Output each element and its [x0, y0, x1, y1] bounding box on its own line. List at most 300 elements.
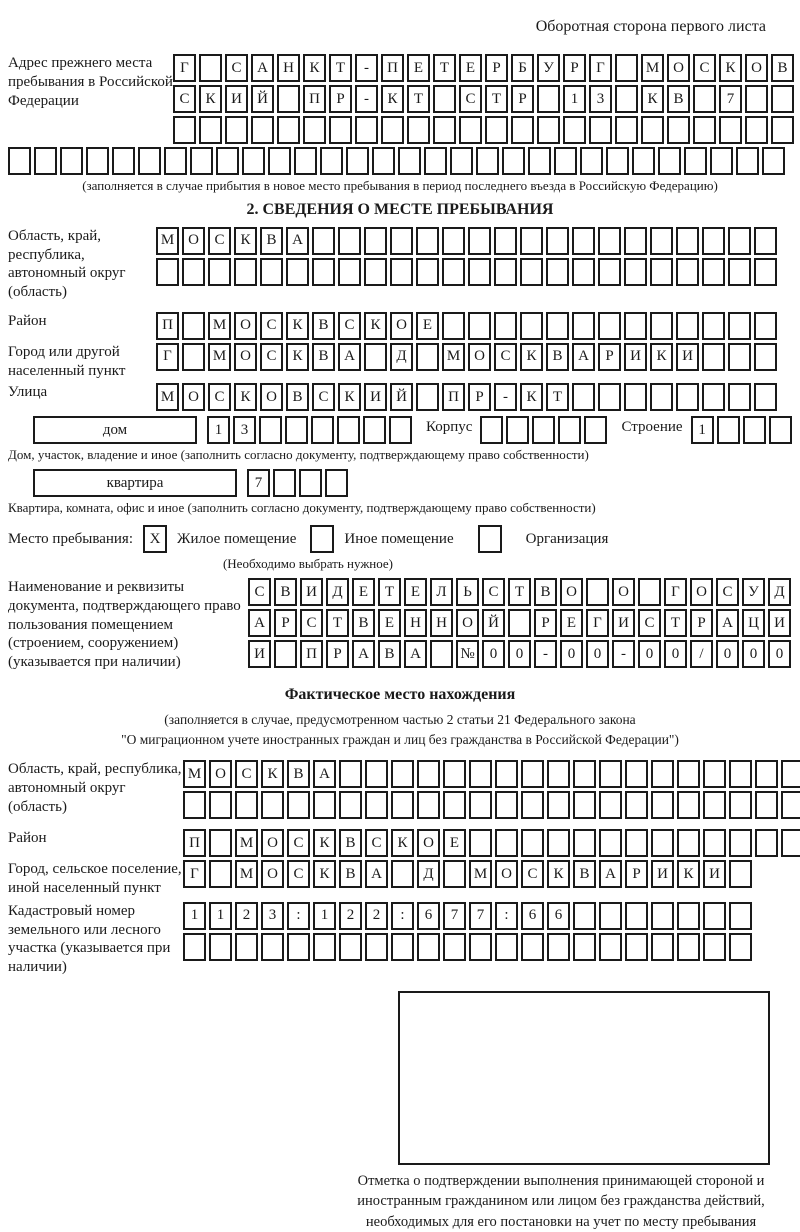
char-cell[interactable] — [624, 312, 647, 340]
char-cell[interactable] — [703, 902, 726, 930]
char-cell[interactable]: Р — [690, 609, 713, 637]
char-cell[interactable]: Р — [326, 640, 349, 668]
char-cell[interactable] — [469, 760, 492, 788]
char-cell[interactable] — [286, 258, 309, 286]
char-cell[interactable] — [537, 85, 560, 113]
char-cell[interactable] — [520, 227, 543, 255]
char-cell[interactable] — [729, 902, 752, 930]
char-cell[interactable] — [199, 116, 222, 144]
char-cell[interactable]: А — [404, 640, 427, 668]
char-cell[interactable]: А — [251, 54, 274, 82]
char-cell[interactable] — [702, 227, 725, 255]
char-cell[interactable]: П — [156, 312, 179, 340]
char-cell[interactable] — [573, 760, 596, 788]
char-cell[interactable] — [755, 829, 778, 857]
char-cell[interactable] — [511, 116, 534, 144]
char-cell[interactable] — [615, 85, 638, 113]
char-cell[interactable]: 6 — [417, 902, 440, 930]
char-cell[interactable] — [459, 116, 482, 144]
char-cell[interactable]: Т — [378, 578, 401, 606]
char-cell[interactable] — [338, 258, 361, 286]
char-cell[interactable] — [242, 147, 265, 175]
char-cell[interactable] — [641, 116, 664, 144]
char-cell[interactable]: П — [183, 829, 206, 857]
char-cell[interactable] — [651, 791, 674, 819]
char-cell[interactable] — [598, 227, 621, 255]
char-cell[interactable] — [703, 760, 726, 788]
char-cell[interactable] — [443, 860, 466, 888]
char-cell[interactable]: 0 — [586, 640, 609, 668]
char-cell[interactable]: Е — [443, 829, 466, 857]
char-cell[interactable]: 3 — [233, 416, 256, 444]
char-cell[interactable]: В — [771, 54, 794, 82]
char-cell[interactable]: С — [300, 609, 323, 637]
char-cell[interactable]: О — [390, 312, 413, 340]
char-cell[interactable]: О — [260, 383, 283, 411]
char-cell[interactable] — [433, 85, 456, 113]
char-cell[interactable]: 0 — [508, 640, 531, 668]
char-cell[interactable] — [299, 469, 322, 497]
char-cell[interactable] — [325, 469, 348, 497]
char-cell[interactable] — [285, 416, 308, 444]
char-cell[interactable] — [625, 902, 648, 930]
char-cell[interactable] — [469, 791, 492, 819]
char-cell[interactable] — [365, 933, 388, 961]
char-cell[interactable] — [355, 116, 378, 144]
char-cell[interactable] — [209, 791, 232, 819]
char-cell[interactable]: Д — [417, 860, 440, 888]
char-cell[interactable]: В — [352, 609, 375, 637]
char-cell[interactable]: П — [300, 640, 323, 668]
char-cell[interactable] — [754, 258, 777, 286]
char-cell[interactable] — [391, 933, 414, 961]
char-cell[interactable] — [729, 791, 752, 819]
char-cell[interactable] — [261, 933, 284, 961]
char-cell[interactable]: В — [339, 829, 362, 857]
char-cell[interactable] — [771, 85, 794, 113]
char-cell[interactable] — [442, 312, 465, 340]
char-cell[interactable] — [494, 258, 517, 286]
char-cell[interactable] — [430, 640, 453, 668]
char-cell[interactable] — [719, 116, 742, 144]
char-cell[interactable]: Е — [404, 578, 427, 606]
char-cell[interactable] — [755, 791, 778, 819]
char-cell[interactable] — [260, 258, 283, 286]
char-cell[interactable]: И — [225, 85, 248, 113]
char-cell[interactable]: К — [364, 312, 387, 340]
char-cell[interactable]: Р — [625, 860, 648, 888]
char-cell[interactable]: С — [260, 343, 283, 371]
char-cell[interactable] — [547, 760, 570, 788]
char-cell[interactable] — [339, 760, 362, 788]
char-cell[interactable] — [624, 227, 647, 255]
char-cell[interactable]: М — [641, 54, 664, 82]
char-cell[interactable] — [650, 383, 673, 411]
char-cell[interactable]: Р — [468, 383, 491, 411]
char-cell[interactable] — [677, 933, 700, 961]
char-cell[interactable]: И — [300, 578, 323, 606]
char-cell[interactable] — [235, 791, 258, 819]
char-cell[interactable] — [728, 227, 751, 255]
char-cell[interactable] — [762, 147, 785, 175]
char-cell[interactable]: С — [459, 85, 482, 113]
char-cell[interactable]: В — [534, 578, 557, 606]
char-cell[interactable] — [468, 227, 491, 255]
char-cell[interactable] — [546, 227, 569, 255]
char-cell[interactable]: М — [235, 860, 258, 888]
char-cell[interactable]: М — [469, 860, 492, 888]
char-cell[interactable] — [417, 760, 440, 788]
char-cell[interactable] — [209, 829, 232, 857]
char-cell[interactable] — [651, 902, 674, 930]
char-cell[interactable]: И — [624, 343, 647, 371]
char-cell[interactable]: - — [494, 383, 517, 411]
char-cell[interactable] — [235, 933, 258, 961]
char-cell[interactable]: В — [667, 85, 690, 113]
char-cell[interactable] — [506, 416, 529, 444]
char-cell[interactable] — [365, 791, 388, 819]
char-cell[interactable] — [625, 760, 648, 788]
char-cell[interactable] — [677, 791, 700, 819]
char-cell[interactable]: К — [520, 343, 543, 371]
char-cell[interactable] — [702, 343, 725, 371]
char-cell[interactable]: Й — [482, 609, 505, 637]
char-cell[interactable]: В — [546, 343, 569, 371]
char-cell[interactable] — [363, 416, 386, 444]
char-cell[interactable] — [573, 933, 596, 961]
char-cell[interactable]: О — [209, 760, 232, 788]
char-cell[interactable] — [521, 791, 544, 819]
char-cell[interactable]: С — [693, 54, 716, 82]
char-cell[interactable] — [329, 116, 352, 144]
char-cell[interactable]: 0 — [560, 640, 583, 668]
char-cell[interactable]: С — [521, 860, 544, 888]
char-cell[interactable]: И — [703, 860, 726, 888]
char-cell[interactable] — [521, 933, 544, 961]
char-cell[interactable] — [173, 116, 196, 144]
char-cell[interactable]: О — [182, 227, 205, 255]
char-cell[interactable] — [495, 760, 518, 788]
char-cell[interactable] — [676, 312, 699, 340]
char-cell[interactable]: Ь — [456, 578, 479, 606]
char-cell[interactable] — [743, 416, 766, 444]
char-cell[interactable] — [745, 116, 768, 144]
char-cell[interactable] — [208, 258, 231, 286]
char-cell[interactable]: Г — [173, 54, 196, 82]
char-cell[interactable]: С — [716, 578, 739, 606]
char-cell[interactable] — [450, 147, 473, 175]
char-cell[interactable]: К — [313, 860, 336, 888]
char-cell[interactable] — [485, 116, 508, 144]
char-cell[interactable]: А — [599, 860, 622, 888]
char-cell[interactable] — [580, 147, 603, 175]
char-cell[interactable]: П — [303, 85, 326, 113]
char-cell[interactable]: 7 — [247, 469, 270, 497]
char-cell[interactable]: В — [287, 760, 310, 788]
char-cell[interactable]: Г — [156, 343, 179, 371]
char-cell[interactable]: С — [638, 609, 661, 637]
char-cell[interactable] — [469, 829, 492, 857]
char-cell[interactable]: Е — [459, 54, 482, 82]
char-cell[interactable]: Н — [277, 54, 300, 82]
char-cell[interactable] — [277, 85, 300, 113]
char-cell[interactable] — [528, 147, 551, 175]
char-cell[interactable]: С — [208, 383, 231, 411]
char-cell[interactable]: Й — [390, 383, 413, 411]
char-cell[interactable] — [433, 116, 456, 144]
char-cell[interactable] — [268, 147, 291, 175]
char-cell[interactable] — [677, 902, 700, 930]
char-cell[interactable]: 1 — [207, 416, 230, 444]
char-cell[interactable] — [532, 416, 555, 444]
char-cell[interactable]: 3 — [261, 902, 284, 930]
char-cell[interactable] — [598, 258, 621, 286]
char-cell[interactable]: К — [303, 54, 326, 82]
char-cell[interactable]: Т — [407, 85, 430, 113]
char-cell[interactable] — [372, 147, 395, 175]
char-cell[interactable]: С — [208, 227, 231, 255]
char-cell[interactable] — [710, 147, 733, 175]
char-cell[interactable] — [391, 760, 414, 788]
char-cell[interactable] — [424, 147, 447, 175]
char-cell[interactable]: № — [456, 640, 479, 668]
char-cell[interactable]: - — [534, 640, 557, 668]
char-cell[interactable] — [676, 383, 699, 411]
char-cell[interactable]: О — [612, 578, 635, 606]
char-cell[interactable]: Т — [485, 85, 508, 113]
char-cell[interactable]: О — [456, 609, 479, 637]
char-cell[interactable] — [703, 933, 726, 961]
char-cell[interactable]: 2 — [235, 902, 258, 930]
char-cell[interactable] — [521, 829, 544, 857]
char-cell[interactable] — [745, 85, 768, 113]
char-cell[interactable]: О — [745, 54, 768, 82]
char-cell[interactable] — [781, 791, 800, 819]
char-cell[interactable]: С — [235, 760, 258, 788]
char-cell[interactable]: В — [378, 640, 401, 668]
char-cell[interactable] — [702, 383, 725, 411]
char-cell[interactable]: Т — [326, 609, 349, 637]
char-cell[interactable] — [573, 902, 596, 930]
char-cell[interactable] — [199, 54, 222, 82]
char-cell[interactable]: 0 — [716, 640, 739, 668]
char-cell[interactable] — [599, 760, 622, 788]
char-cell[interactable] — [599, 902, 622, 930]
char-cell[interactable] — [573, 791, 596, 819]
char-cell[interactable] — [625, 933, 648, 961]
char-cell[interactable]: 3 — [589, 85, 612, 113]
char-cell[interactable]: 0 — [482, 640, 505, 668]
char-cell[interactable] — [554, 147, 577, 175]
char-cell[interactable]: К — [338, 383, 361, 411]
char-cell[interactable]: М — [208, 312, 231, 340]
char-cell[interactable] — [781, 760, 800, 788]
char-cell[interactable]: У — [742, 578, 765, 606]
char-cell[interactable] — [190, 147, 213, 175]
char-cell[interactable]: Г — [183, 860, 206, 888]
char-cell[interactable]: Й — [251, 85, 274, 113]
char-cell[interactable]: К — [719, 54, 742, 82]
char-cell[interactable] — [754, 312, 777, 340]
char-cell[interactable] — [520, 312, 543, 340]
char-cell[interactable]: С — [173, 85, 196, 113]
char-cell[interactable] — [502, 147, 525, 175]
char-cell[interactable] — [138, 147, 161, 175]
char-cell[interactable] — [703, 791, 726, 819]
char-cell[interactable] — [650, 227, 673, 255]
char-cell[interactable]: Т — [546, 383, 569, 411]
char-cell[interactable]: А — [352, 640, 375, 668]
char-cell[interactable] — [390, 258, 413, 286]
char-cell[interactable] — [736, 147, 759, 175]
char-cell[interactable] — [261, 791, 284, 819]
char-cell[interactable] — [182, 343, 205, 371]
char-cell[interactable]: А — [338, 343, 361, 371]
char-cell[interactable] — [164, 147, 187, 175]
char-cell[interactable]: К — [286, 343, 309, 371]
char-cell[interactable]: Т — [433, 54, 456, 82]
char-cell[interactable]: 0 — [742, 640, 765, 668]
char-cell[interactable] — [754, 343, 777, 371]
char-cell[interactable] — [320, 147, 343, 175]
char-cell[interactable]: О — [468, 343, 491, 371]
char-cell[interactable] — [313, 791, 336, 819]
char-cell[interactable]: М — [442, 343, 465, 371]
char-cell[interactable]: У — [537, 54, 560, 82]
char-cell[interactable]: 7 — [443, 902, 466, 930]
char-cell[interactable]: А — [286, 227, 309, 255]
char-cell[interactable]: А — [313, 760, 336, 788]
char-cell[interactable] — [547, 933, 570, 961]
char-cell[interactable]: 1 — [691, 416, 714, 444]
char-cell[interactable] — [381, 116, 404, 144]
char-cell[interactable]: Т — [664, 609, 687, 637]
char-cell[interactable]: И — [768, 609, 791, 637]
char-cell[interactable]: С — [248, 578, 271, 606]
char-cell[interactable] — [521, 760, 544, 788]
char-cell[interactable] — [156, 258, 179, 286]
char-cell[interactable] — [563, 116, 586, 144]
char-cell[interactable] — [624, 383, 647, 411]
char-cell[interactable] — [86, 147, 109, 175]
char-cell[interactable] — [677, 760, 700, 788]
char-cell[interactable]: 0 — [768, 640, 791, 668]
char-cell[interactable]: П — [442, 383, 465, 411]
char-cell[interactable]: 1 — [313, 902, 336, 930]
char-cell[interactable] — [209, 933, 232, 961]
char-cell[interactable]: : — [495, 902, 518, 930]
char-cell[interactable] — [651, 760, 674, 788]
char-cell[interactable]: К — [650, 343, 673, 371]
char-cell[interactable] — [416, 383, 439, 411]
char-cell[interactable] — [651, 829, 674, 857]
char-cell[interactable] — [391, 791, 414, 819]
char-cell[interactable]: С — [260, 312, 283, 340]
char-cell[interactable] — [769, 416, 792, 444]
char-cell[interactable] — [638, 578, 661, 606]
checkbox-organizatsiya[interactable] — [478, 525, 502, 553]
char-cell[interactable]: О — [667, 54, 690, 82]
char-cell[interactable]: К — [199, 85, 222, 113]
char-cell[interactable]: С — [287, 860, 310, 888]
char-cell[interactable]: И — [364, 383, 387, 411]
char-cell[interactable] — [391, 860, 414, 888]
char-cell[interactable]: О — [182, 383, 205, 411]
char-cell[interactable] — [277, 116, 300, 144]
char-cell[interactable]: 2 — [365, 902, 388, 930]
char-cell[interactable] — [364, 258, 387, 286]
char-cell[interactable]: 7 — [469, 902, 492, 930]
char-cell[interactable]: М — [235, 829, 258, 857]
char-cell[interactable]: С — [287, 829, 310, 857]
char-cell[interactable] — [703, 829, 726, 857]
char-cell[interactable] — [572, 227, 595, 255]
char-cell[interactable]: М — [183, 760, 206, 788]
char-cell[interactable] — [8, 147, 31, 175]
char-cell[interactable] — [728, 383, 751, 411]
char-cell[interactable]: К — [313, 829, 336, 857]
char-cell[interactable] — [182, 312, 205, 340]
char-cell[interactable] — [546, 312, 569, 340]
char-cell[interactable] — [112, 147, 135, 175]
char-cell[interactable] — [693, 85, 716, 113]
char-cell[interactable] — [625, 829, 648, 857]
char-cell[interactable]: 6 — [521, 902, 544, 930]
char-cell[interactable]: О — [495, 860, 518, 888]
char-cell[interactable] — [303, 116, 326, 144]
char-cell[interactable]: К — [641, 85, 664, 113]
char-cell[interactable] — [60, 147, 83, 175]
char-cell[interactable] — [547, 791, 570, 819]
char-cell[interactable] — [259, 416, 282, 444]
char-cell[interactable] — [702, 312, 725, 340]
char-cell[interactable] — [216, 147, 239, 175]
char-cell[interactable] — [34, 147, 57, 175]
char-cell[interactable]: : — [391, 902, 414, 930]
char-cell[interactable] — [442, 227, 465, 255]
char-cell[interactable]: В — [312, 312, 335, 340]
char-cell[interactable] — [572, 383, 595, 411]
char-cell[interactable] — [480, 416, 503, 444]
char-cell[interactable] — [547, 829, 570, 857]
char-cell[interactable]: Р — [485, 54, 508, 82]
char-cell[interactable]: С — [365, 829, 388, 857]
char-cell[interactable]: Г — [589, 54, 612, 82]
char-cell[interactable]: Е — [378, 609, 401, 637]
char-cell[interactable]: Д — [326, 578, 349, 606]
char-cell[interactable] — [599, 933, 622, 961]
char-cell[interactable] — [287, 933, 310, 961]
char-cell[interactable]: 6 — [547, 902, 570, 930]
char-cell[interactable] — [346, 147, 369, 175]
char-cell[interactable]: Б — [511, 54, 534, 82]
char-cell[interactable]: Н — [430, 609, 453, 637]
char-cell[interactable] — [606, 147, 629, 175]
char-cell[interactable] — [390, 227, 413, 255]
char-cell[interactable]: Р — [598, 343, 621, 371]
char-cell[interactable]: Р — [563, 54, 586, 82]
char-cell[interactable] — [416, 227, 439, 255]
char-cell[interactable] — [469, 933, 492, 961]
char-cell[interactable] — [443, 760, 466, 788]
char-cell[interactable] — [443, 791, 466, 819]
char-cell[interactable]: К — [234, 383, 257, 411]
char-cell[interactable] — [468, 258, 491, 286]
char-cell[interactable]: В — [286, 383, 309, 411]
char-cell[interactable] — [632, 147, 655, 175]
char-cell[interactable] — [494, 312, 517, 340]
char-cell[interactable]: О — [234, 312, 257, 340]
